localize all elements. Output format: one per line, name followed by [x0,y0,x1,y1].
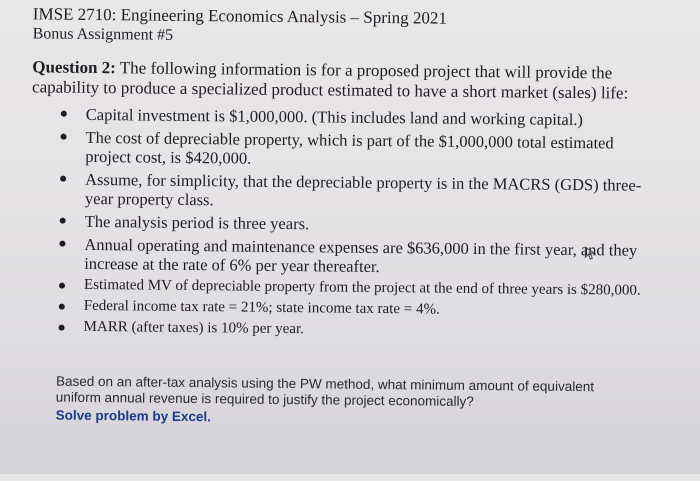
bullet-icon [61,111,67,117]
bullet-list [54,105,656,346]
instruction-text: Solve problem by Excel. [55,407,212,425]
assignment-title: Bonus Assignment #5 [32,25,174,44]
bullet-icon [61,134,67,140]
list-item: The analysis period is three years. [56,212,656,237]
list-item: Estimated MV of depreciable property from the project at the end of three years is $280,000. [55,277,655,300]
question-text [32,57,672,104]
question-label: Question 2: [32,57,116,78]
bullet-icon [59,283,65,289]
list-item: MARR (after taxes) is 10% per year. [54,319,654,342]
list-item: Capital investment is $1,000,000. (This includes land and working capital.) [57,105,657,130]
question-body: The following information is for a proposed project that will provide the capability to produce a specialized product estimated to have a short market (sales) life: [31,58,629,103]
bullet-icon [59,304,65,310]
list-item: Annual operating and maintenance expenses are $636,000 in the first year, and they increase at the rate of 6% per year thereafter. [55,235,655,279]
bullet-icon [59,325,65,331]
cursor-icon [584,246,598,260]
list-item: Federal income tax rate = 21%; state income tax rate = 4%. [55,298,655,321]
bullet-icon [60,176,66,182]
list-item: The cost of depreciable property, which is part of the $1,000,000 total estimated project cost, is $420,000. [56,128,656,172]
list-item: Assume, for simplicity, that the depreciable property is in the MACRS (GDS) three-year property class. [56,170,656,214]
course-title: IMSE 2710: Engineering Economics Analysis – Spring 2021 [32,4,448,28]
bullet-icon [59,241,65,247]
bullet-icon [60,218,66,224]
closing-question: Based on an after-tax analysis using the PW method, what minimum amount of equivalent uniform annual revenue is required to justify the project economically? [55,373,595,409]
